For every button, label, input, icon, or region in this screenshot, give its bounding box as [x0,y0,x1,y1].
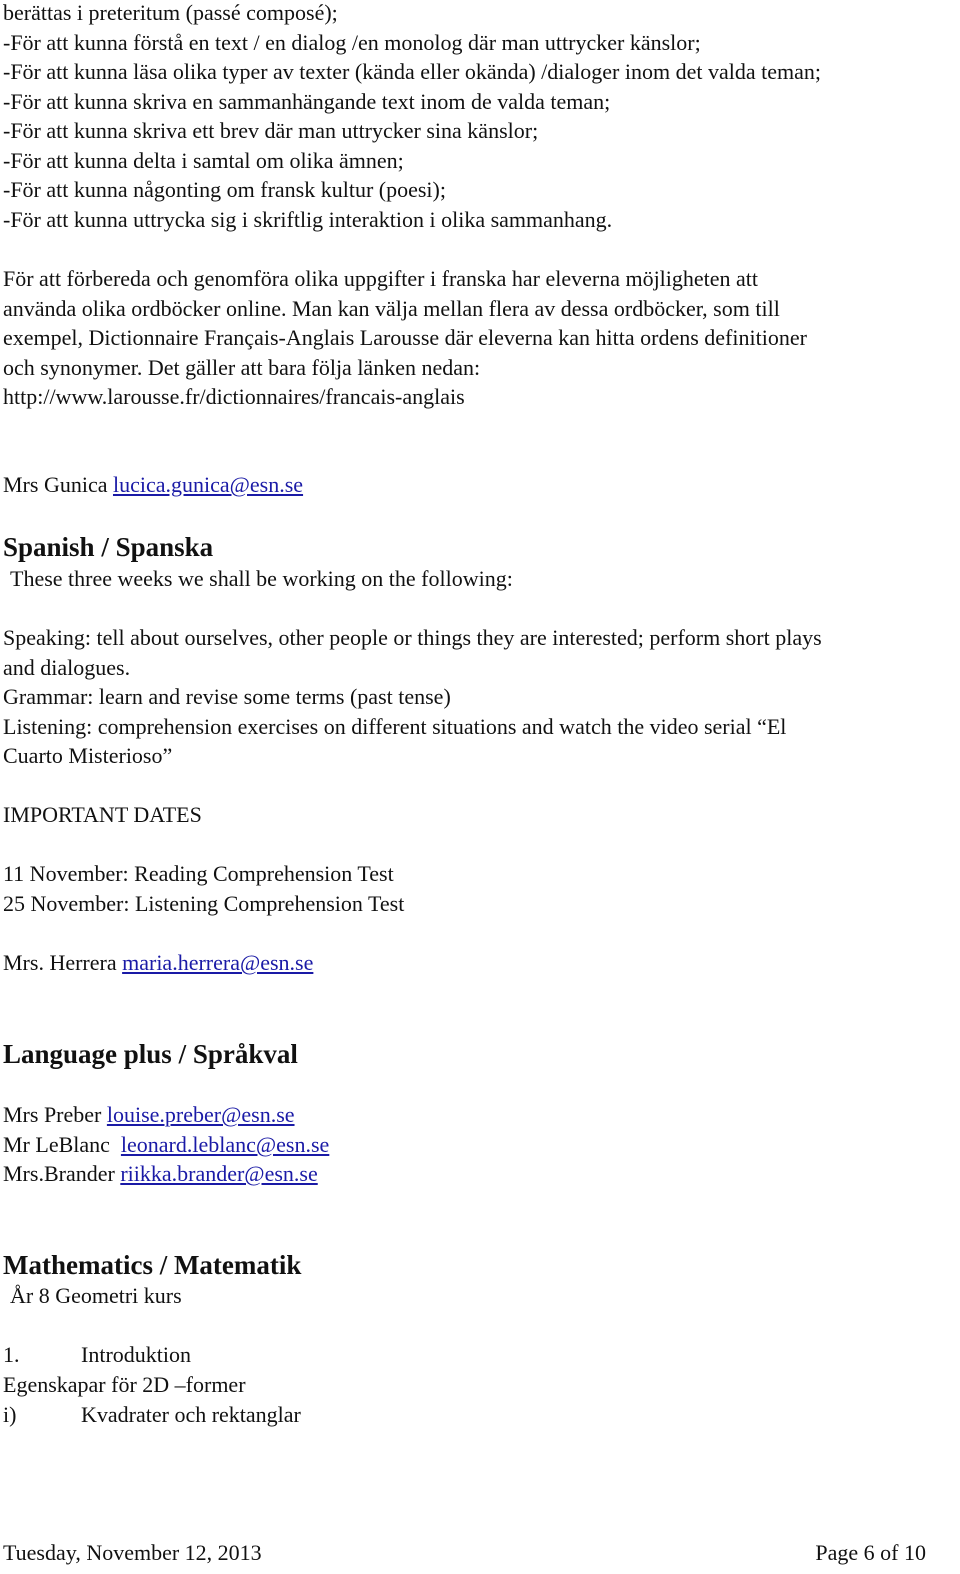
teacher-name: Mrs Preber [3,1102,102,1127]
objective-line: -För att kunna förstå en text / en dialog /en monolog där man uttrycker känslor; [3,30,701,55]
teacher-email-link[interactable]: riikka.brander@esn.se [120,1161,318,1186]
section-heading-spanish: Spanish / Spanska [3,532,214,562]
date-item: 25 November: Listening Comprehension Test [3,891,405,916]
paragraph-line: exempel, Dictionnaire Français-Anglais Larousse där eleverna kan hitta ordens definitioner [3,325,807,350]
teacher-email-link[interactable]: leonard.leblanc@esn.se [120,1132,330,1157]
teacher-contact [3,1159,318,1189]
objective-line: -För att kunna skriva ett brev där man uttrycker sina känslor; [3,118,539,143]
footer-date: Tuesday, November 12, 2013 [3,1540,262,1565]
spanish-listening: Listening: comprehension exercises on different situations and watch the video serial “El [3,714,787,739]
math-course: År 8 Geometri kurs [10,1283,182,1308]
teacher-name: Mr LeBlanc [3,1132,110,1157]
objective-line: -För att kunna skriva en sammanhängande text inom de valda teman; [3,89,611,114]
spanish-speaking: Speaking: tell about ourselves, other people or things they are interested; perform short plays [3,625,822,650]
teacher-contact [3,948,313,978]
paragraph-line: och synonymer. Det gäller att bara följa länken nedan: [3,355,481,380]
teacher-name: Mrs.Brander [3,1161,115,1186]
teacher-email-link[interactable]: louise.preber@esn.se [106,1102,295,1127]
footer-page-number: Page 6 of 10 [815,1540,926,1565]
teacher-name: Mrs. Herrera [3,950,117,975]
spanish-speaking: and dialogues. [3,655,131,680]
math-list-item [3,1400,301,1430]
important-dates-heading: IMPORTANT DATES [3,802,202,827]
objective-line: -För att kunna delta i samtal om olika ämnen; [3,148,404,173]
list-text: Introduktion [81,1342,191,1367]
math-list-item [3,1340,191,1370]
paragraph-line: För att förbereda och genomföra olika uppgifter i franska har eleverna möjligheten att [3,266,759,291]
teacher-email-link[interactable]: lucica.gunica@esn.se [112,472,304,497]
teacher-contact [3,1130,329,1160]
list-text: Kvadrater och rektanglar [81,1402,301,1427]
paragraph-line: använda olika ordböcker online. Man kan välja mellan flera av dessa ordböcker, som till [3,296,780,321]
math-subheading: Egenskapar för 2D –former [3,1372,246,1397]
date-item: 11 November: Reading Comprehension Test [3,861,394,886]
objective-line: -För att kunna läsa olika typer av texter (kända eller okända) /dialoger inom det valda teman; [3,59,821,84]
teacher-contact [3,470,303,500]
objective-line: -För att kunna uttrycka sig i skriftlig interaktion i olika sammanhang. [3,207,613,232]
section-heading-math: Mathematics / Matematik [3,1250,302,1280]
teacher-name: Mrs Gunica [3,472,108,497]
list-number: 1. [3,1342,20,1367]
section-heading-language-plus: Language plus / Språkval [3,1039,298,1069]
teacher-contact [3,1100,295,1130]
objective-line: -För att kunna någonting om fransk kultur (poesi); [3,177,446,202]
dictionary-link[interactable]: http://www.larousse.fr/dictionnaires/francais-anglais [3,384,465,409]
teacher-email-link[interactable]: maria.herrera@esn.se [122,950,314,975]
spanish-listening: Cuarto Misterioso” [3,743,173,768]
objective-line: berättas i preteritum (passé composé); [3,0,338,25]
list-number: i) [3,1402,17,1427]
spanish-intro: These three weeks we shall be working on the following: [10,566,513,591]
spanish-grammar: Grammar: learn and revise some terms (past tense) [3,684,451,709]
